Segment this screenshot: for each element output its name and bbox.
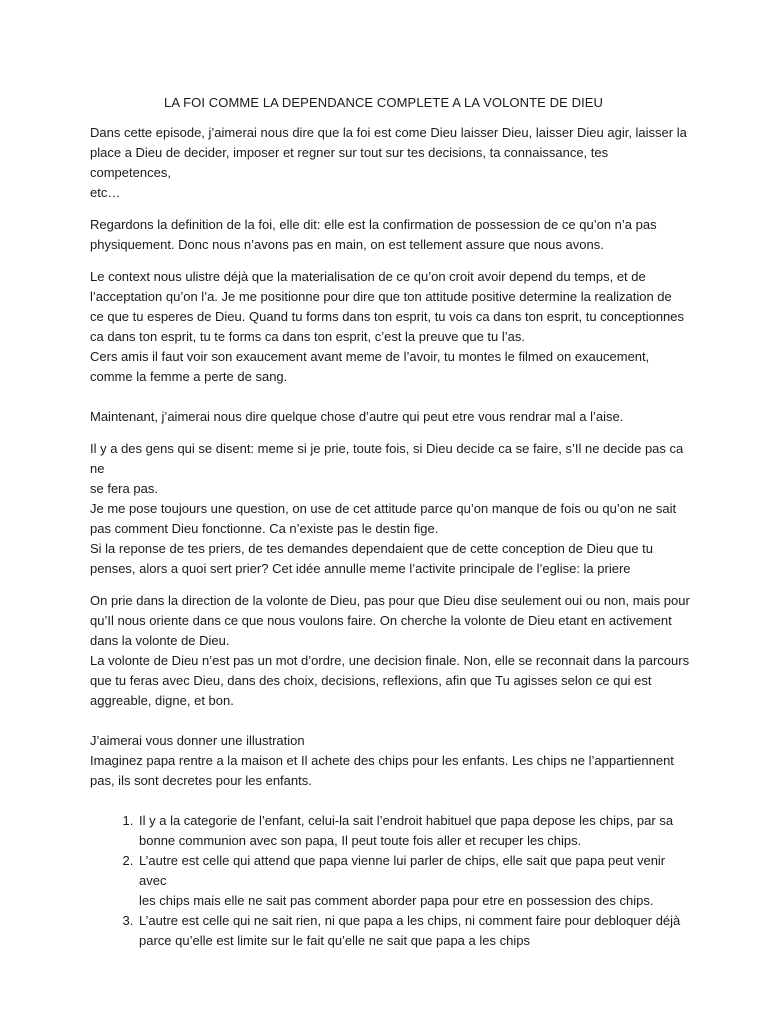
text-line: Regardons la definition de la foi, elle dit: elle est la confirmation de possession de ce qu’on n’a pas — [90, 217, 657, 232]
text-line: Le context nous ulistre déjà que la materialisation de ce qu’on croit avoir depend du temps, et de — [90, 269, 646, 284]
text-line: bonne communion avec son papa, Il peut toute fois aller et recuper les chips. — [139, 833, 582, 848]
text-line: parce qu’elle est limite sur le fait qu’elle ne sait que papa a les chips — [139, 933, 530, 948]
text-line: Imaginez papa rentre a la maison et Il achete des chips pour les enfants. Les chips ne l’appartiennent — [90, 753, 674, 768]
paragraph-definition — [90, 215, 690, 255]
text-line: qu’Il nous oriente dans ce que nous voulons faire. On cherche la volonte de Dieu etant en activement — [90, 613, 672, 628]
text-line: place a Dieu de decider, imposer et regner sur tout sur tes decisions, ta connaissance, tes competences, — [90, 145, 609, 180]
text-line: On prie dans la direction de la volonte de Dieu, pas pour que Dieu dise seulement oui ou non, mais pour — [90, 593, 690, 608]
text-line: Dans cette episode, j’aimerai nous dire que la foi est come Dieu laisser Dieu, laisser Dieu agir, laisser la — [90, 125, 687, 140]
text-line: physiquement. Donc nous n’avons pas en main, on est tellement assure que nous avons. — [90, 237, 604, 252]
text-line: 2. L’autre est celle qui attend que papa vienne lui parler de chips, elle sait que papa peut venir avec — [139, 853, 666, 888]
text-line: Si la reponse de tes priers, de tes demandes dependaient que de cette conception de Dieu que tu — [90, 541, 653, 556]
list-item — [137, 911, 690, 951]
text-line: Cers amis il faut voir son exaucement avant meme de l’avoir, tu montes le filmed on exaucement, — [90, 349, 650, 364]
text-line: pas, ils sont decretes pour les enfants. — [90, 773, 312, 788]
text-line: aggreable, digne, et bon. — [90, 693, 234, 708]
text-line: ca dans ton esprit, tu te forms ca dans ton esprit, c’est la preuve que tu l’as. — [90, 329, 526, 344]
text-line: pas comment Dieu fonctionne. Ca n’existe pas le destin fige. — [90, 521, 439, 536]
document-page — [90, 93, 690, 951]
paragraph-volonte — [90, 591, 690, 711]
list-item — [137, 811, 690, 851]
list-item — [137, 851, 690, 911]
text-line: se fera pas. — [90, 481, 158, 496]
paragraph-intro — [90, 123, 690, 203]
text-line: comme la femme a perte de sang. — [90, 369, 288, 384]
text-line: Il y a des gens qui se disent: meme si je prie, toute fois, si Dieu decide ca se faire, s’Il ne decide pas ca ne — [90, 441, 684, 476]
document-title: LA FOI COMME LA DEPENDANCE COMPLETE A LA VOLONTE DE DIEU — [164, 95, 604, 110]
text-line: penses, alors a quoi sert prier? Cet idée annulle meme l’activite principale de l’eglise: la priere — [90, 561, 631, 576]
text-line: que tu feras avec Dieu, dans des choix, decisions, reflexions, afin que Tu agisses selon ce qui est — [90, 673, 652, 688]
text-line: Je me pose toujours une question, on use de cet attitude parce qu’on manque de fois ou qu’on ne sait — [90, 501, 677, 516]
text-line: l’acceptation qu’on l’a. Je me positionne pour dire que ton attitude positive determine la realization de — [90, 289, 672, 304]
paragraph-illustration — [90, 731, 690, 791]
text-line: La volonte de Dieu n’est pas un mot d’ordre, une decision finale. Non, elle se reconnait dans la parcours — [90, 653, 690, 668]
text-line: 3. L’autre est celle qui ne sait rien, ni que papa a les chips, ni comment faire pour debloquer déjà — [139, 913, 681, 928]
paragraph-maintenant — [90, 407, 690, 427]
text-line: J’aimerai vous donner une illustration — [90, 733, 305, 748]
text-line: dans la volonte de Dieu. — [90, 633, 230, 648]
text-line: ce que tu esperes de Dieu. Quand tu forms dans ton esprit, tu vois ca dans ton esprit, tu conceptionnes — [90, 309, 685, 324]
text-line: etc… — [90, 185, 121, 200]
numbered-list — [90, 811, 690, 951]
text-line: 1. Il y a la categorie de l’enfant, celui-la sait l’endroit habituel que papa depose les chips, par sa — [139, 813, 674, 828]
text-line: Maintenant, j’aimerai nous dire quelque chose d’autre qui peut etre vous rendrar mal a l’aise. — [90, 409, 624, 424]
text-line: les chips mais elle ne sait pas comment aborder papa pour etre en possession des chips. — [139, 893, 654, 908]
paragraph-context — [90, 267, 690, 387]
paragraph-gens — [90, 439, 690, 579]
